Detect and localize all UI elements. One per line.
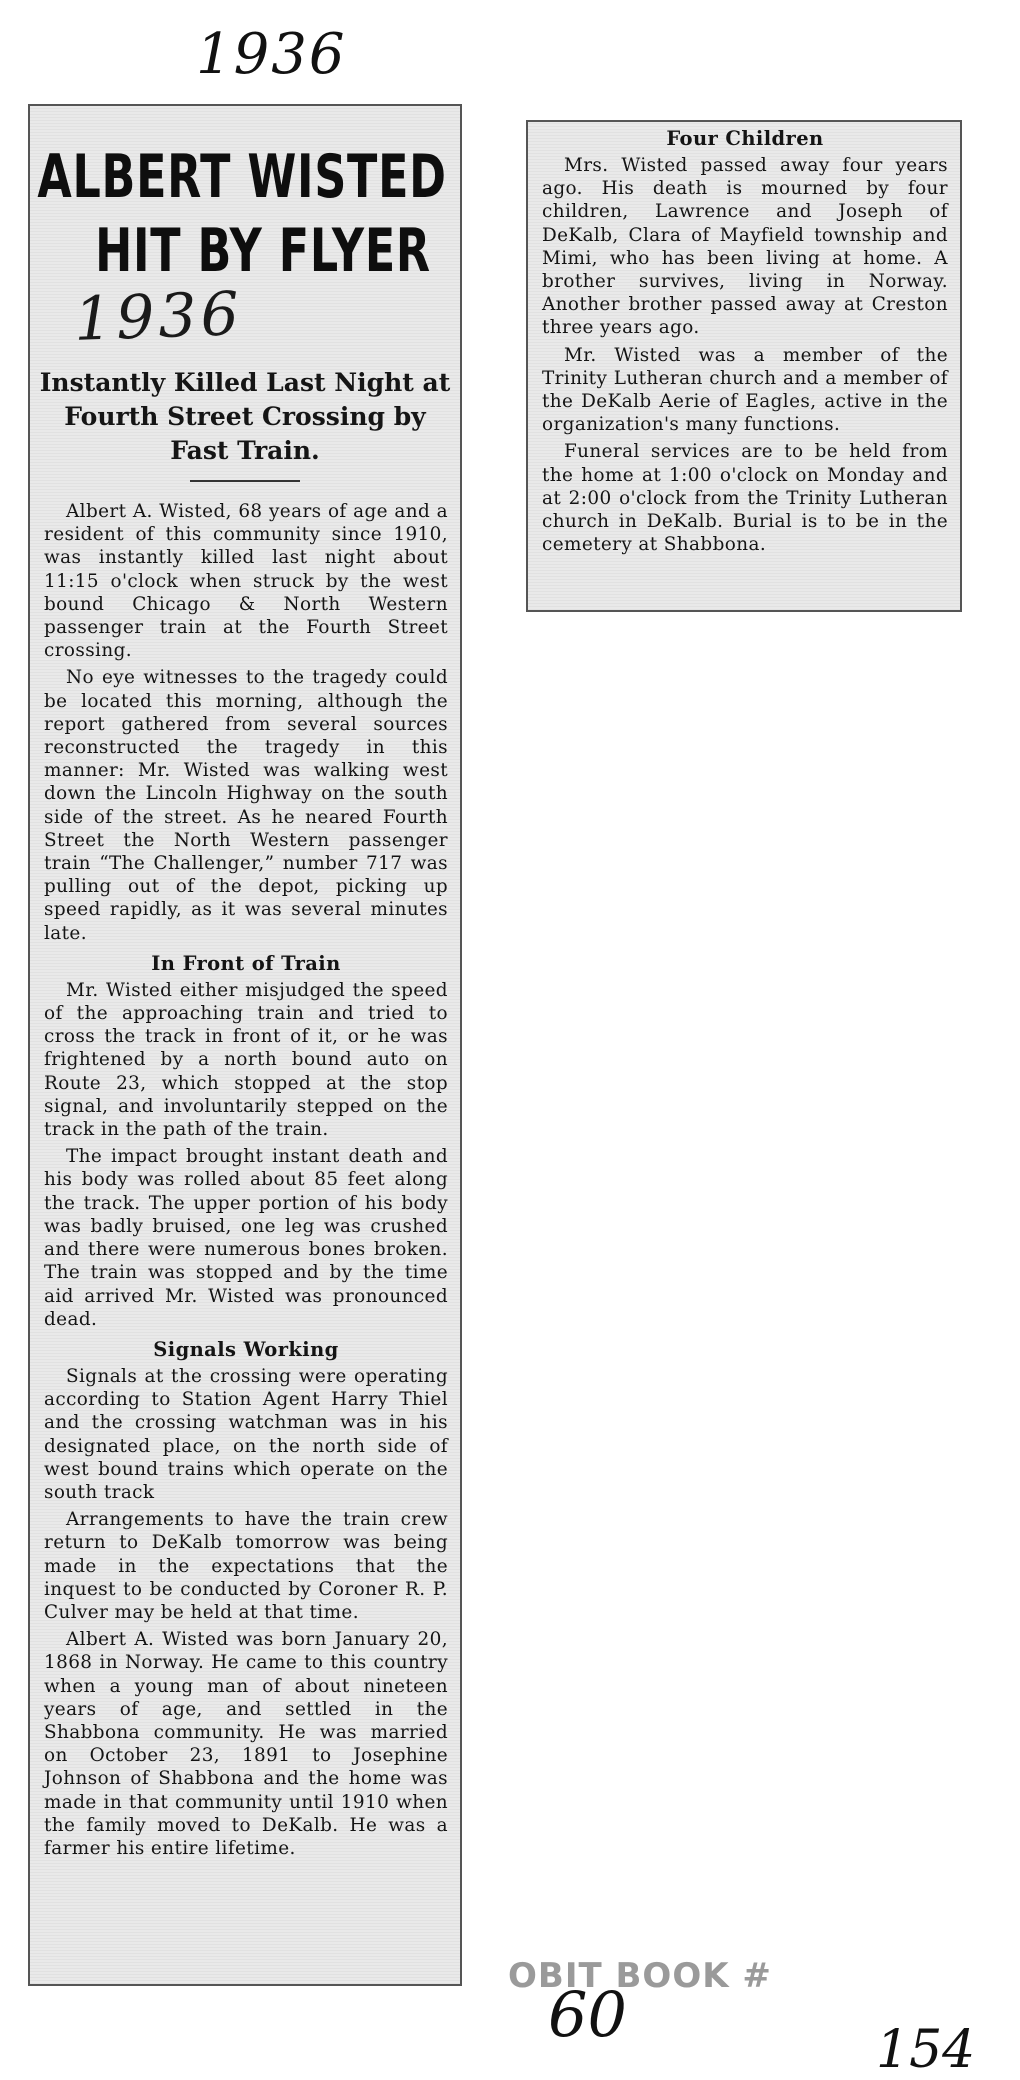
article-paragraph: Mr. Wisted either misjudged the speed of the approaching train and tried to cross the track in front of it, or he was frightened by a north bound auto on Route 23, which stopped at the stop signal, and involuntarily stepped on the track in the path of the train.: [44, 979, 448, 1141]
article-paragraph: Arrangements to have the train crew return to DeKalb tomorrow was being made in the expectations that the inquest to be conducted by Coroner R. P. Culver may be held at that time.: [44, 1509, 448, 1623]
article-body-left: [30, 500, 460, 1860]
paragraph-group-a: [44, 500, 448, 945]
article-paragraph: Mrs. Wisted passed away four years ago. His death is mourned by four children, Lawrence and Joseph of DeKalb, Clara of Mayfield township and Mimi, who has been living at home. A brother survives, living in Norway. Another brother passed away at Creston three years ago.: [542, 155, 948, 339]
article-paragraph: Albert A. Wisted was born January 20, 1868 in Norway. He came to this country when a young man of about nineteen years of age, and settled in the Shabbona community. He was married on October 23, 1891 to Josephine Johnson of Shabbona and the home was made in that community until 1910 when the family moved to DeKalb. He was a farmer his entire lifetime.: [44, 1629, 448, 1859]
handwritten-book-number: 60: [548, 1978, 627, 2051]
handwritten-page-number: 154: [876, 2020, 976, 2080]
article-headline: [30, 140, 459, 288]
article-paragraph: Mr. Wisted was a member of the Trinity Lutheran church and a member of the DeKalb Aerie of Eagles, active in the organization's many functions.: [542, 344, 948, 436]
paragraph-group-d: [542, 154, 948, 556]
subhead-four-children: Four Children: [666, 127, 824, 150]
subhead-in-front-of-train: In Front of Train: [151, 951, 341, 975]
obit-book-stamp: OBIT BOOK #: [508, 1956, 772, 1996]
article-paragraph: Signals at the crossing were operating according to Station Agent Harry Thiel and the crossing watchman was in his designated place, on the north side of west bound trains which operate on the south track: [44, 1365, 448, 1503]
paragraph-group-b: [44, 979, 448, 1331]
article-deck: Instantly Killed Last Night at Fourth Street Crossing by Fast Train.: [39, 368, 451, 465]
article-paragraph: Funeral services are to be held from the home at 1:00 o'clock on Monday and at 2:00 o'clock from the Trinity Lutheran church in DeKalb. Burial is to be in the cemetery at Shabbona.: [542, 441, 948, 556]
handwritten-year-top: 1936: [196, 22, 347, 87]
article-body-right: [528, 126, 960, 556]
paragraph-group-c: [44, 1365, 448, 1860]
headline-line-2: HIT BY FLYER: [95, 216, 431, 286]
handwritten-year-inline: 1936: [72, 279, 244, 355]
clipping-continuation-column: [526, 120, 962, 612]
deck-divider: [190, 480, 300, 482]
article-paragraph: The impact brought instant death and his body was rolled about 85 feet along the track. The upper portion of his body was badly bruised, one leg was crushed and there were numerous bones broken. The train was stopped and by the time aid arrived Mr. Wisted was pronounced dead.: [44, 1146, 448, 1330]
article-paragraph: Albert A. Wisted, 68 years of age and a resident of this community since 1910, was instantly killed last night about 11:15 o'clock when struck by the west bound Chicago & North Western passenger train at the Fourth Street crossing.: [44, 501, 448, 662]
subhead-signals-working: Signals Working: [153, 1337, 339, 1361]
article-paragraph: No eye witnesses to the tragedy could be located this morning, although the report gathered from several sources reconstructed the tragedy in this manner: Mr. Wisted was walking west down the Lincoln Highway on the south side of the street. As he neared Fourth Street the North Western passenger train “The Challenger,” number 717 was pulling out of the depot, picking up speed rapidly, as it was several minutes late.: [44, 667, 448, 944]
headline-line-1: ALBERT WISTED: [37, 142, 447, 212]
clipping-main-column: [28, 104, 462, 1986]
